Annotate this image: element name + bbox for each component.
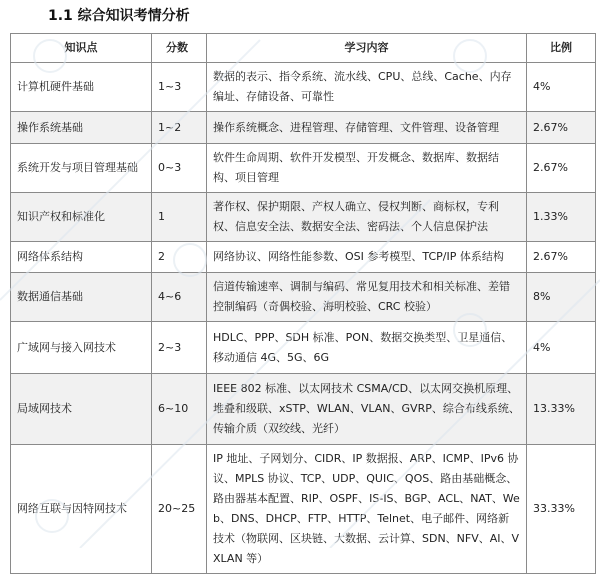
- cell-content: 网络协议、网络性能参数、OSI 参考模型、TCP/IP 体系结构: [207, 242, 527, 273]
- cell-score: 20~25: [152, 445, 207, 574]
- cell-point: 广域网与接入网技术: [11, 322, 152, 374]
- header-knowledge-point: 知识点: [11, 34, 152, 63]
- cell-ratio: 4%: [527, 63, 596, 112]
- cell-ratio: 8%: [527, 273, 596, 322]
- table-row: [11, 374, 596, 445]
- cell-point: 系统开发与项目管理基础: [11, 144, 152, 193]
- table-row: [11, 445, 596, 574]
- cell-score: 1~3: [152, 63, 207, 112]
- cell-point: 知识产权和标准化: [11, 193, 152, 242]
- header-ratio: 比例: [527, 34, 596, 63]
- cell-score: 2: [152, 242, 207, 273]
- cell-point: 操作系统基础: [11, 112, 152, 144]
- cell-ratio: 13.33%: [527, 374, 596, 445]
- table-row: [11, 322, 596, 374]
- section-heading: 1.1 综合知识考情分析: [48, 8, 190, 24]
- cell-score: 0~3: [152, 144, 207, 193]
- cell-point: 网络体系结构: [11, 242, 152, 273]
- cell-score: 6~10: [152, 374, 207, 445]
- cell-content: 信道传输速率、调制与编码、常见复用技术和相关标准、差错控制编码（奇偶校验、海明校验、CRC 校验）: [207, 273, 527, 322]
- cell-point: 计算机硬件基础: [11, 63, 152, 112]
- cell-ratio: 1.33%: [527, 193, 596, 242]
- cell-content: 数据的表示、指令系统、流水线、CPU、总线、Cache、内存编址、存储设备、可靠性: [207, 63, 527, 112]
- table-row: [11, 242, 596, 273]
- cell-content: IEEE 802 标准、以太网技术 CSMA/CD、以太网交换机原理、堆叠和级联、xSTP、WLAN、VLAN、GVRP、综合布线系统、传输介质（双绞线、光纤）: [207, 374, 527, 445]
- table-header-row: [11, 34, 596, 63]
- cell-ratio: 2.67%: [527, 242, 596, 273]
- cell-score: 1~2: [152, 112, 207, 144]
- header-content: 学习内容: [207, 34, 527, 63]
- cell-content: 操作系统概念、进程管理、存储管理、文件管理、设备管理: [207, 112, 527, 144]
- knowledge-table: [10, 33, 596, 574]
- table-row: [11, 63, 596, 112]
- cell-content: 软件生命周期、软件开发模型、开发概念、数据库、数据结构、项目管理: [207, 144, 527, 193]
- cell-ratio: 2.67%: [527, 144, 596, 193]
- cell-point: 网络互联与因特网技术: [11, 445, 152, 574]
- cell-score: 4~6: [152, 273, 207, 322]
- table-row: [11, 193, 596, 242]
- cell-score: 2~3: [152, 322, 207, 374]
- cell-score: 1: [152, 193, 207, 242]
- cell-ratio: 4%: [527, 322, 596, 374]
- cell-point: 局域网技术: [11, 374, 152, 445]
- table-row: [11, 144, 596, 193]
- cell-ratio: 33.33%: [527, 445, 596, 574]
- cell-content: 著作权、保护期限、产权人确立、侵权判断、商标权，专利权、信息安全法、数据安全法、密码法、个人信息保护法: [207, 193, 527, 242]
- cell-ratio: 2.67%: [527, 112, 596, 144]
- cell-content: IP 地址、子网划分、CIDR、IP 数据报、ARP、ICMP、IPv6 协议、MPLS 协议、TCP、UDP、QUIC、QOS、路由基础概念、路由器基本配置、RIP、OSPF、IS-IS、BGP、ACL、NAT、Web、DNS、DHCP、FTP、HTTP、Telnet、电子邮件、网络新技术（物联网、区块链、大数据、云计算、SDN、NFV、AI、VXLAN 等）: [207, 445, 527, 574]
- header-score: 分数: [152, 34, 207, 63]
- cell-content: HDLC、PPP、SDH 标准、PON、数据交换类型、卫星通信、移动通信 4G、5G、6G: [207, 322, 527, 374]
- table-row: [11, 273, 596, 322]
- cell-point: 数据通信基础: [11, 273, 152, 322]
- table-row: [11, 112, 596, 144]
